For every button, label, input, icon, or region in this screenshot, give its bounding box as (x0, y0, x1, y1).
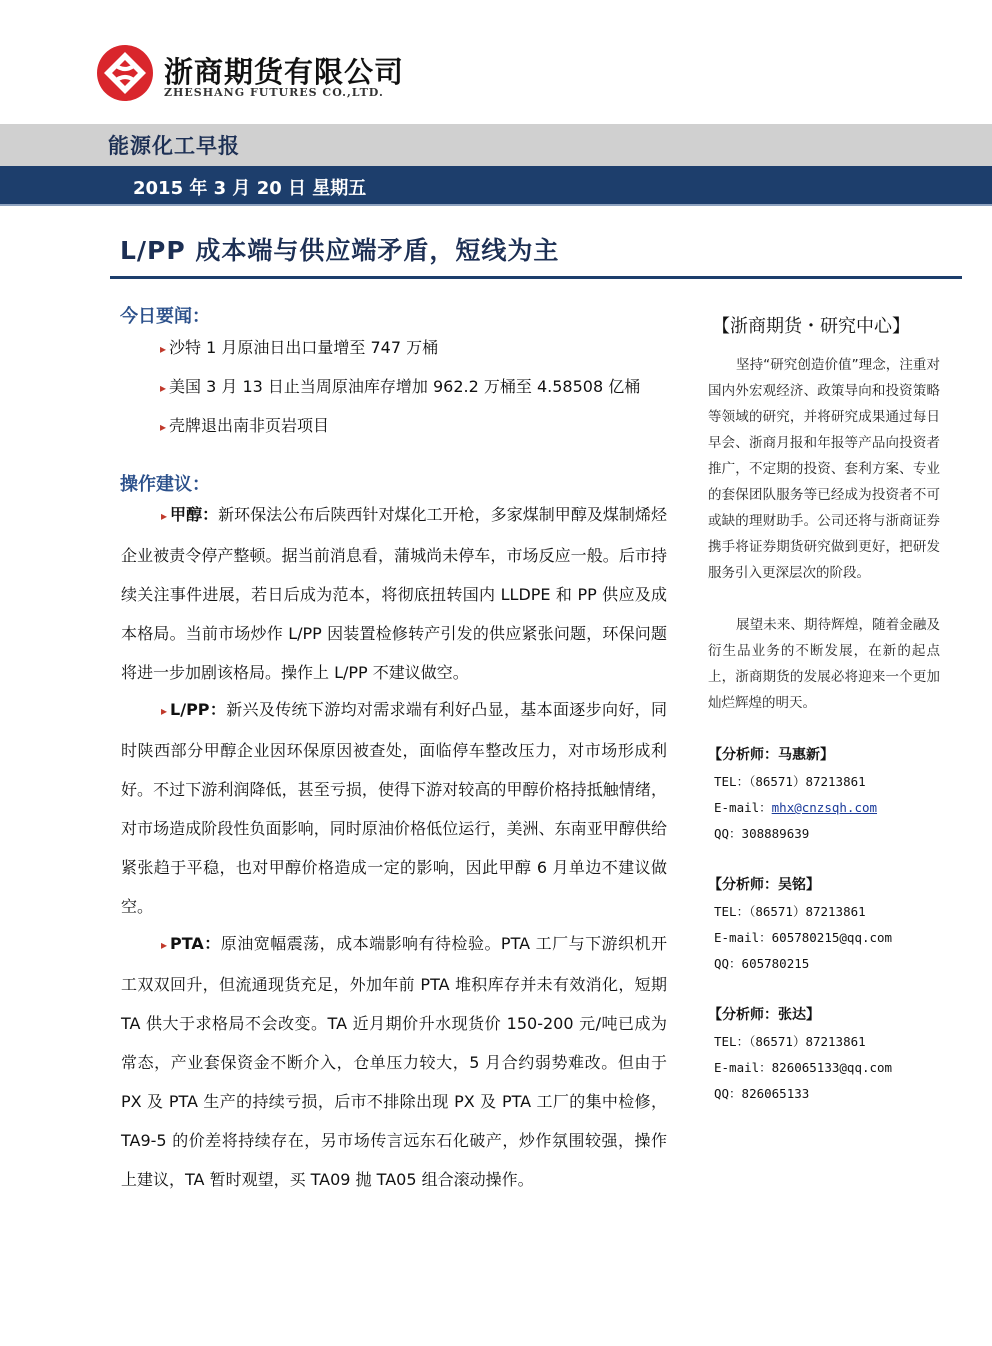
report-name: 能源化工早报 (108, 134, 240, 158)
news-item: ▸ 壳牌退出南非页岩项目 (160, 416, 330, 435)
analyst-email: E-mail：mhx@cnzsqh.com (714, 800, 878, 815)
analyst-tel: TEL：（86571）87213861 (714, 774, 866, 789)
arrow-icon: ▸ (160, 342, 167, 356)
news-heading: 今日要闻： (120, 306, 210, 327)
advice-paragraph-methanol: ▸ 甲醇：新环保法公布后陕西针对煤化工开枪，多家煤制甲醇及煤制烯烃企业被责令停产整顿。据当前消息看，蒲城尚未停车，市场反应一般。后市持续关注事件进展，若日后成为范本，将彻底扭转国内 LLDPE 和 PP 供应及成本格局。当前市场炒作 L/PP 因装置检修转产引发的供应紧张问题，环保问题将进一步加剧该格局。操作上 L/PP 不建议做空。 (121, 505, 667, 682)
arrow-icon: ▸ (161, 509, 168, 523)
company-logo-icon (96, 44, 154, 102)
sidebar-title: 【浙商期货・研究中心】 (712, 316, 910, 337)
analyst-heading: 【分析师：张达】 (708, 1007, 820, 1023)
analyst-qq: QQ：605780215 (714, 956, 810, 971)
email-text: 826065133@qq.com (771, 1060, 893, 1075)
arrow-icon: ▸ (161, 938, 168, 952)
analyst-tel: TEL：（86571）87213861 (714, 1034, 866, 1049)
analyst-heading: 【分析师：吴铭】 (708, 877, 820, 893)
company-name-en: ZHESHANG FUTURES CO.,LTD. (164, 86, 384, 99)
news-item: ▸ 沙特 1 月原油日出口量增至 747 万桶 (160, 338, 439, 357)
email-link[interactable]: mhx@cnzsqh.com (771, 800, 878, 815)
news-item: ▸ 美国 3 月 13 日止当周原油库存增加 962.2 万桶至 4.58508 亿桶 (160, 377, 641, 396)
analyst-heading: 【分析师：马惠新】 (708, 747, 834, 763)
company-name-cn: 浙商期货有限公司 (164, 55, 405, 89)
analyst-tel: TEL：（86571）87213861 (714, 904, 866, 919)
arrow-icon: ▸ (161, 704, 168, 718)
advice-heading: 操作建议： (120, 474, 210, 495)
advice-paragraph-lpp: ▸ L/PP：新兴及传统下游均对需求端有利好凸显，基本面逐步向好，同时陕西部分甲醇企业因环保原因被查处，面临停车整改压力，对市场形成利好。不过下游利润降低，甚至亏损，使得下游对较高的甲醇价格持抵触情绪，对市场造成阶段性负面影响，同时原油价格低位运行，美洲、东南亚甲醇供给紧张趋于平稳，也对甲醇价格造成一定的影响，因此甲醇 6 月单边不建议做空。 (121, 700, 667, 916)
report-date: 2015 年 3 月 20 日 星期五 (133, 178, 367, 199)
report-title-band (0, 124, 992, 166)
sidebar-paragraph: 展望未来、期待辉煌，随着金融及衍生品业务的不断发展，在新的起点上，浙商期货的发展必将迎来一个更加灿烂辉煌的明天。 (708, 617, 940, 711)
date-band (0, 166, 992, 206)
analyst-email: E-mail：605780215@qq.com (714, 930, 893, 945)
arrow-icon: ▸ (160, 420, 167, 434)
arrow-icon: ▸ (160, 381, 167, 395)
analyst-qq: QQ：826065133 (714, 1086, 810, 1101)
headline-divider (110, 276, 962, 279)
analyst-qq: QQ：308889639 (714, 826, 810, 841)
sidebar-paragraph: 坚持“研究创造价值”理念，注重对国内外宏观经济、政策导向和投资策略等领域的研究，并将研究成果通过每日早会、浙商月报和年报等产品向投资者推广，不定期的投资、套利方案、专业的套保团队服务等已经成为投资者不可或缺的理财助手。公司还将与浙商证券携手将证券期货研究做到更好，把研发服务引入更深层次的阶段。 (708, 357, 940, 581)
email-text: 605780215@qq.com (771, 930, 893, 945)
advice-paragraph-pta: ▸ PTA：原油宽幅震荡，成本端影响有待检验。PTA 工厂与下游织机开工双双回升，但流通现货充足，外加年前 PTA 堆积库存并未有效消化，短期 TA 供大于求格局不会改变。TA 近月期价升水现货价 150-200 元/吨已成为常态，产业套保资金不断介入，仓单压力较大，5 月合约弱势难改。但由于 PX 及 PTA 生产的持续亏损，后市不排除出现 PX 及 PTA 工厂的集中检修，TA9-5 的价差将持续存在，另市场传言远东石化破产，炒作氛围较强，操作上建议，TA 暂时观望，买 TA09 抛 TA05 组合滚动操作。 (121, 934, 667, 1189)
headline: L/PP 成本端与供应端矛盾，短线为主 (120, 236, 560, 265)
analyst-email: E-mail：826065133@qq.com (714, 1060, 893, 1075)
